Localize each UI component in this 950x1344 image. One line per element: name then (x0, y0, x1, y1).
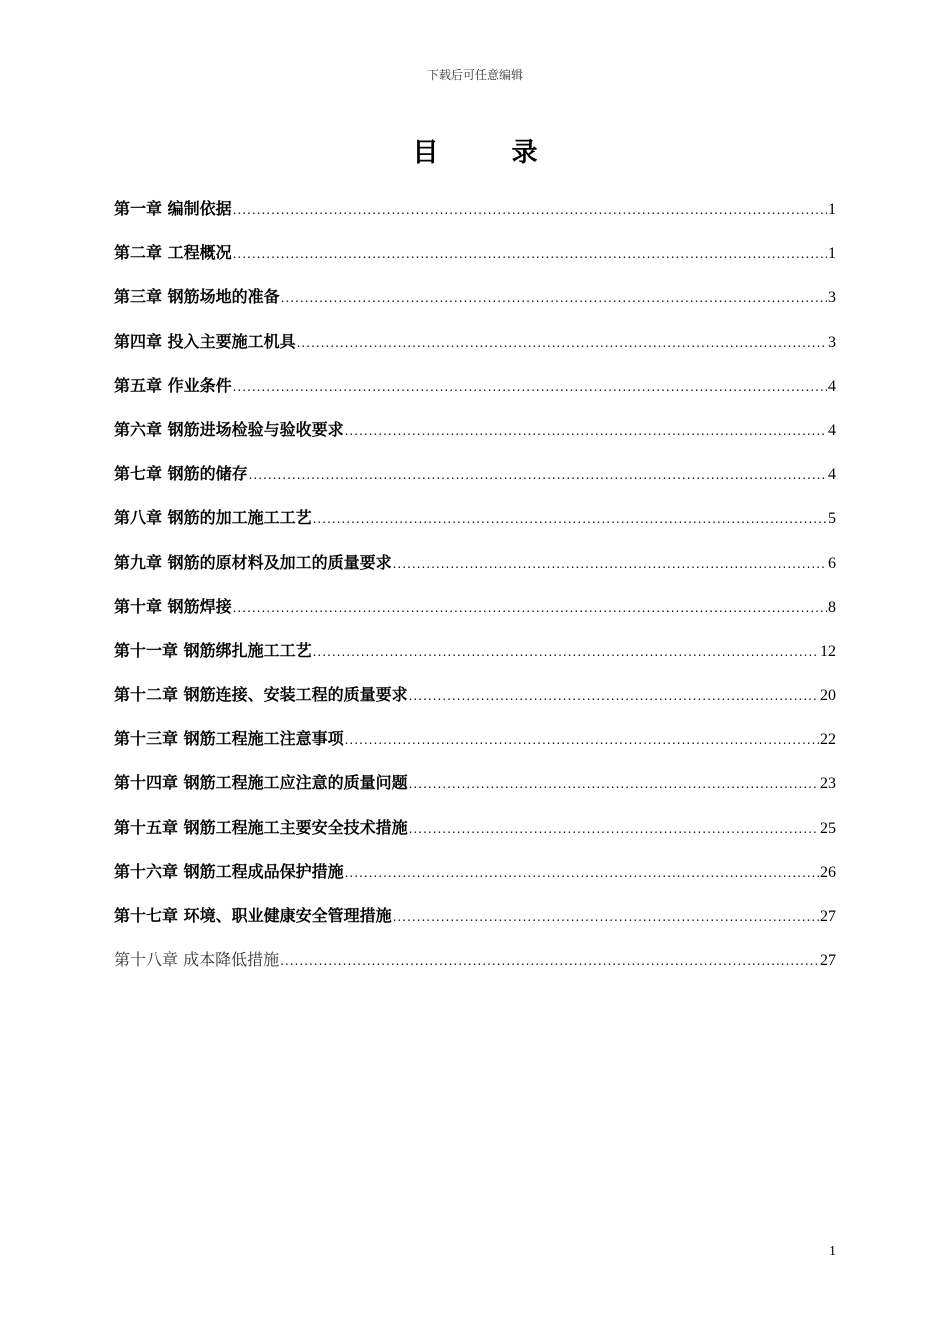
toc-entry-label: 第三章 钢筋场地的准备 (114, 287, 280, 307)
toc-dot-leader (280, 954, 819, 968)
toc-entry[interactable] (114, 947, 836, 991)
toc-entry-label: 第十章 钢筋焊接 (114, 596, 232, 616)
toc-entry-page: 12 (820, 642, 836, 660)
toc-entry[interactable] (114, 196, 836, 240)
toc-entry-page: 6 (828, 554, 836, 572)
toc-entry[interactable] (114, 461, 836, 505)
toc-entry-label: 第九章 钢筋的原材料及加工的质量要求 (114, 552, 392, 572)
toc-entry-page: 3 (828, 289, 836, 307)
toc-entry-page: 1 (828, 201, 836, 218)
toc-entry-label: 第十六章 钢筋工程成品保护措施 (114, 861, 344, 881)
toc-entry[interactable] (114, 903, 836, 947)
toc-entry-label: 第十五章 钢筋工程施工主要安全技术措施 (114, 817, 408, 837)
toc-entry[interactable] (114, 373, 836, 417)
toc-entry-page: 5 (828, 510, 836, 528)
toc-entry-page: 20 (820, 687, 836, 705)
toc-entry-page: 22 (820, 731, 836, 749)
toc-entry-label: 第四章 投入主要施工机具 (114, 331, 296, 351)
toc-dot-leader (345, 733, 819, 747)
toc-dot-leader (297, 336, 827, 350)
toc-entry[interactable] (114, 770, 836, 814)
toc-dot-leader (409, 689, 819, 703)
toc-entry-page: 27 (820, 952, 836, 970)
toc-entry-page: 26 (820, 863, 836, 881)
toc-dot-leader (233, 247, 827, 261)
toc-title: 目 录 (412, 138, 570, 168)
toc-entry-label: 第六章 钢筋进场检验与验收要求 (114, 419, 344, 439)
header-note: 下载后可任意编辑 (426, 68, 523, 82)
toc-dot-leader (409, 777, 819, 791)
toc-dot-leader (233, 203, 827, 217)
toc-entry-page: 3 (828, 333, 836, 351)
toc-dot-leader (345, 866, 819, 880)
toc-entry-page: 25 (820, 819, 836, 837)
toc-dot-leader (393, 910, 819, 924)
toc-entry[interactable] (114, 417, 836, 461)
toc-entry-page: 4 (828, 377, 836, 395)
toc-entry-label: 第一章 编制依据 (114, 199, 232, 218)
toc-entry[interactable] (114, 550, 836, 594)
toc-entry-page: 4 (828, 421, 836, 439)
toc-dot-leader (345, 424, 827, 438)
toc-entry[interactable] (114, 594, 836, 638)
toc-entry-label: 第十二章 钢筋连接、安装工程的质量要求 (114, 685, 408, 705)
toc-entry[interactable] (114, 726, 836, 770)
toc-entry-label: 第五章 作业条件 (114, 375, 232, 395)
toc-entry-label: 第十八章 成本降低措施 (114, 950, 280, 970)
toc-entry-label: 第十一章 钢筋绑扎施工工艺 (114, 640, 312, 660)
toc-dot-leader (281, 291, 827, 305)
toc-entry-page: 23 (820, 775, 836, 793)
toc-entry[interactable] (114, 859, 836, 903)
toc-entry[interactable] (114, 815, 836, 859)
table-of-contents (114, 196, 836, 991)
toc-entry[interactable] (114, 329, 836, 373)
toc-dot-leader (393, 557, 827, 571)
toc-entry-label: 第七章 钢筋的储存 (114, 464, 248, 484)
toc-entry-page: 27 (820, 908, 836, 925)
toc-dot-leader (313, 512, 827, 526)
toc-entry-label: 第十四章 钢筋工程施工应注意的质量问题 (114, 773, 408, 793)
toc-dot-leader (233, 601, 827, 615)
toc-entry[interactable] (114, 505, 836, 549)
toc-entry-page: 4 (828, 466, 836, 484)
toc-entry-label: 第十七章 环境、职业健康安全管理措施 (114, 906, 392, 925)
toc-dot-leader (249, 468, 827, 482)
toc-entry[interactable] (114, 284, 836, 328)
toc-entry-page: 1 (828, 245, 836, 263)
toc-dot-leader (313, 645, 819, 659)
toc-entry-label: 第八章 钢筋的加工施工工艺 (114, 508, 312, 528)
toc-entry-page: 8 (828, 598, 836, 616)
toc-entry[interactable] (114, 682, 836, 726)
toc-entry-label: 第十三章 钢筋工程施工注意事项 (114, 729, 344, 749)
toc-entry-label: 第二章 工程概况 (114, 243, 232, 263)
toc-dot-leader (409, 822, 819, 836)
toc-entry[interactable] (114, 240, 836, 284)
page-number: 1 (829, 1244, 836, 1259)
toc-dot-leader (233, 380, 827, 394)
toc-entry[interactable] (114, 638, 836, 682)
